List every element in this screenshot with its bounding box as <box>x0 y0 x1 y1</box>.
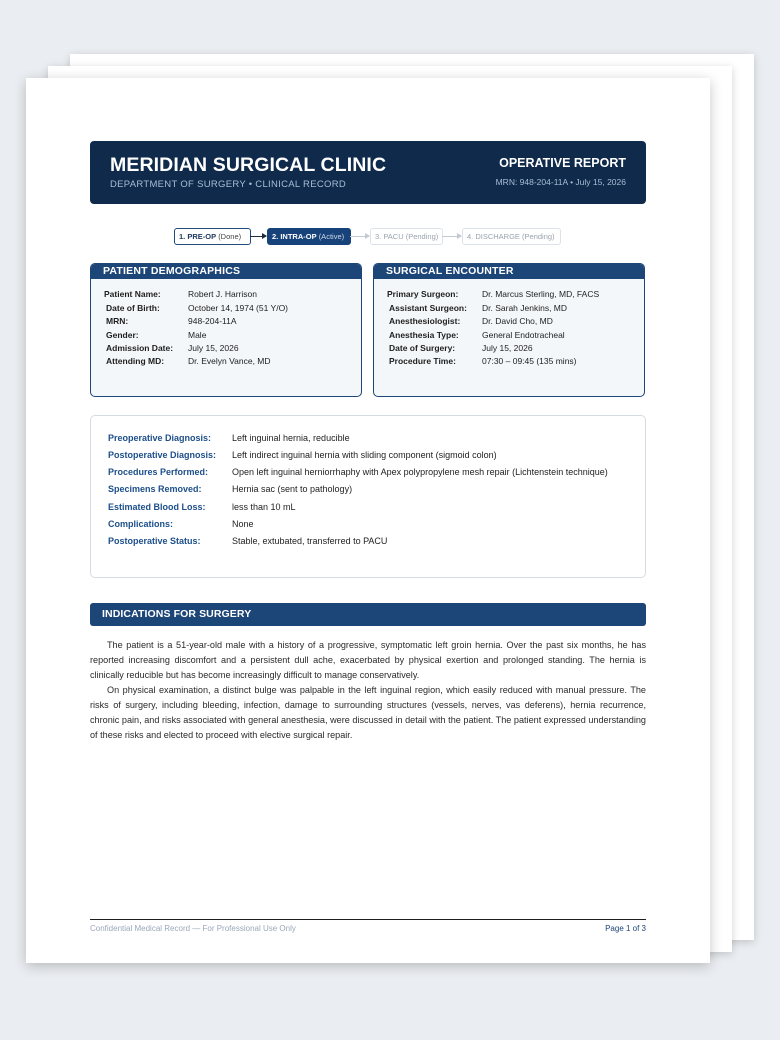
field-value: Male <box>188 330 207 340</box>
field-label: Assistant Surgeon: <box>389 303 467 313</box>
field-label: Complications: <box>108 519 174 529</box>
footer-divider <box>90 919 646 920</box>
indications-body <box>90 638 646 743</box>
field-label: Anesthesia Type: <box>389 330 459 340</box>
field-value: Dr. Evelyn Vance, MD <box>188 356 271 366</box>
step-label: 3. PACU <box>375 232 404 241</box>
step-pacu[interactable] <box>370 228 443 245</box>
surgical-encounter-card <box>373 263 645 397</box>
field-value: None <box>232 519 254 529</box>
arrow-right-icon <box>442 236 461 237</box>
field-value: 948-204-11A <box>188 316 237 326</box>
field-label: Patient Name: <box>104 289 161 299</box>
field-label: Gender: <box>106 330 139 340</box>
field-label: Procedures Performed: <box>108 467 209 477</box>
field-label: Specimens Removed: <box>108 484 202 494</box>
indications-paragraph: On physical examination, a distinct bulge was palpable in the left inguinal region, which easily reduced with manual pressure. The risks of surgery, including bleeding, infection, damage to surrounding structures (vessels, nerves, vas deferens), hernia recurrence, chronic pain, and risks associated with general anesthesia, were discussed in detail with the patient. The patient expressed understanding of these risks and elected to proceed with elective surgical repair. <box>90 685 646 740</box>
field-value: Stable, extubated, transferred to PACU <box>232 536 388 546</box>
patient-demographics-card <box>90 263 362 397</box>
step-label: 2. INTRA-OP <box>272 232 317 241</box>
clinic-name: MERIDIAN SURGICAL CLINIC <box>110 154 387 176</box>
field-label: Procedure Time: <box>389 356 456 366</box>
field-label: Date of Birth: <box>106 303 160 313</box>
field-label: Anesthesiologist: <box>389 316 461 326</box>
step-pre-op[interactable] <box>174 228 251 245</box>
step-label: 1. PRE-OP <box>179 232 217 241</box>
field-label: Postoperative Diagnosis: <box>108 450 217 460</box>
document-page <box>26 78 710 963</box>
field-label: Preoperative Diagnosis: <box>108 433 212 443</box>
step-intra-op[interactable] <box>267 228 351 245</box>
step-status: (Pending) <box>522 232 555 241</box>
card-title: PATIENT DEMOGRAPHICS <box>91 264 361 279</box>
operative-summary-box <box>90 415 646 578</box>
field-value: Dr. Marcus Sterling, MD, FACS <box>482 289 600 299</box>
card-title: SURGICAL ENCOUNTER <box>374 264 644 279</box>
workflow-steps <box>174 228 574 245</box>
field-value: Dr. David Cho, MD <box>482 316 553 326</box>
field-label: Admission Date: <box>106 343 174 353</box>
step-status: (Pending) <box>405 232 439 241</box>
arrow-right-icon <box>350 236 369 237</box>
field-value: Open left inguinal herniorrhaphy with Apex polypropylene mesh repair (Lichtenstein technique) <box>232 467 608 477</box>
field-value: July 15, 2026 <box>188 343 239 353</box>
clinic-subtitle: DEPARTMENT OF SURGERY • CLINICAL RECORD <box>110 179 347 190</box>
confidential-notice: Confidential Medical Record — For Professional Use Only <box>90 924 296 933</box>
field-label: Estimated Blood Loss: <box>108 502 206 512</box>
field-value: 07:30 – 09:45 (135 mins) <box>482 356 577 366</box>
field-value: Robert J. Harrison <box>188 289 257 299</box>
report-title: OPERATIVE REPORT <box>499 156 626 170</box>
field-value: October 14, 1974 (51 Y/O) <box>188 303 289 313</box>
field-label: Primary Surgeon: <box>387 289 459 299</box>
field-value: Left indirect inguinal hernia with sliding component (sigmoid colon) <box>232 450 497 460</box>
report-meta: MRN: 948-204-11A • July 15, 2026 <box>495 177 626 187</box>
indications-paragraph: The patient is a 51-year-old male with a history of a progressive, symptomatic left groin hernia. Over the past six months, he has reported increasing discomfort and a persistent dull ache, exacerbated by physical exertion and prolonged standing. The hernia is clinically reducible but has become increasingly difficult to manage conservatively. <box>90 640 646 680</box>
step-label: 4. DISCHARGE <box>467 232 520 241</box>
step-status: (Active) <box>318 232 345 241</box>
indications-heading: INDICATIONS FOR SURGERY <box>90 603 646 626</box>
field-value: Left inguinal hernia, reducible <box>232 433 350 443</box>
arrow-right-icon <box>250 236 266 237</box>
field-label: Attending MD: <box>106 356 165 366</box>
field-value: Dr. Sarah Jenkins, MD <box>482 303 568 313</box>
field-value: Hernia sac (sent to pathology) <box>232 484 353 494</box>
field-value: less than 10 mL <box>232 502 296 512</box>
step-status: (Done) <box>218 232 242 241</box>
report-header <box>90 141 646 204</box>
field-value: General Endotracheal <box>482 330 565 340</box>
field-value: July 15, 2026 <box>482 343 533 353</box>
field-label: MRN: <box>106 316 129 326</box>
field-label: Postoperative Status: <box>108 536 201 546</box>
field-label: Date of Surgery: <box>389 343 456 353</box>
step-discharge[interactable] <box>462 228 561 245</box>
page-number: Page 1 of 3 <box>605 924 646 933</box>
